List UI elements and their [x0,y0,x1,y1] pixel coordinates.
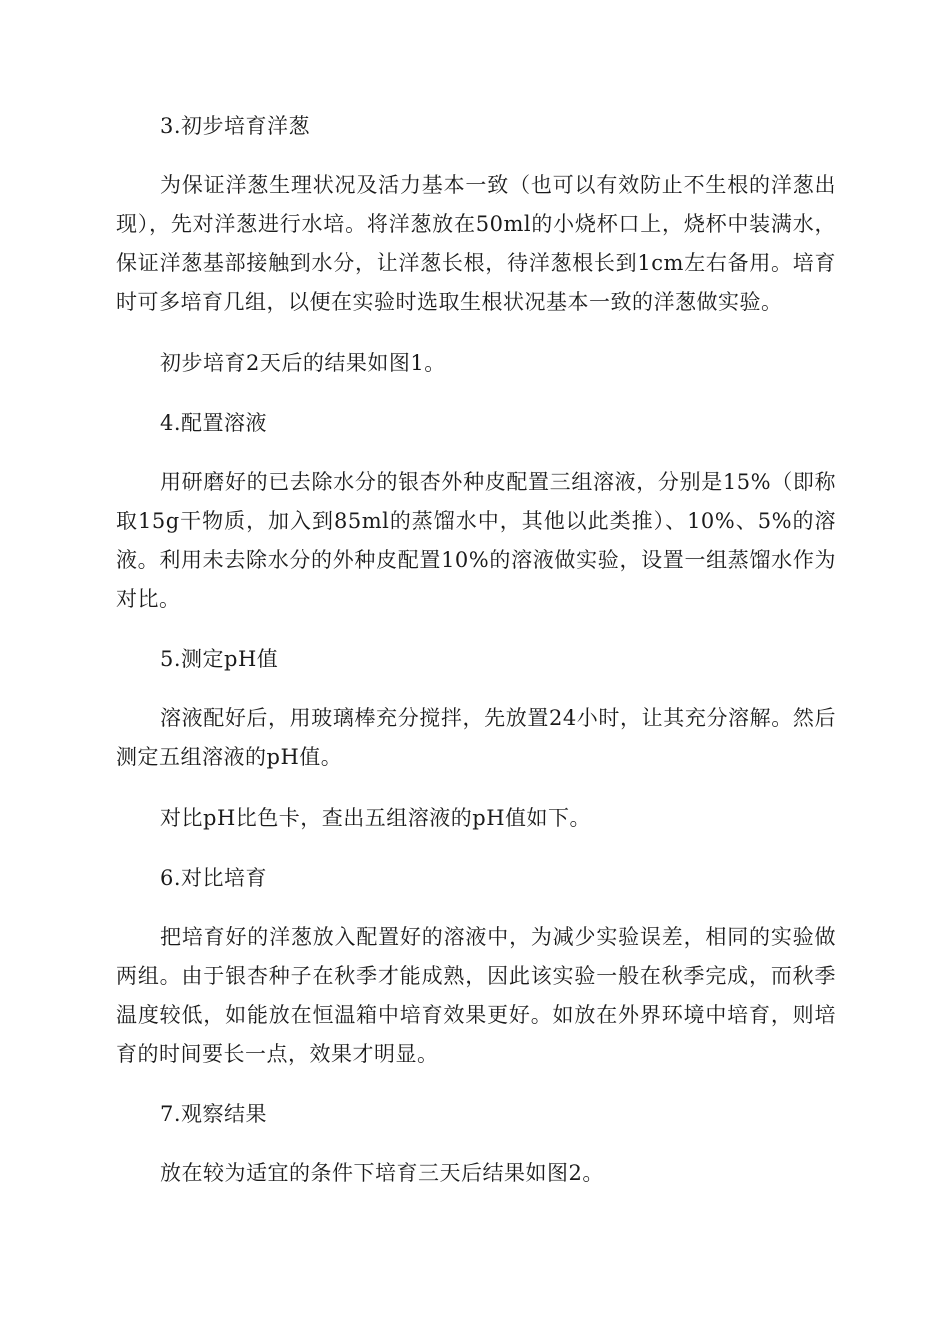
section-4-paragraph-1: 用研磨好的已去除水分的银杏外种皮配置三组溶液，分别是15%（即称取15g干物质，加入到85ml的蒸馏水中，其他以此类推）、10%、5%的溶液。利用未去除水分的外种皮配置10%的溶液做实验，设置一组蒸馏水作为对比。 [116,470,836,611]
section-heading-5: 5.测定pH值 [160,647,279,671]
section-6-paragraph-1: 把培育好的洋葱放入配置好的溶液中，为减少实验误差，相同的实验做两组。由于银杏种子在秋季才能成熟，因此该实验一般在秋季完成，而秋季温度较低，如能放在恒温箱中培育效果更好。如放在外界环境中培育，则培育的时间要长一点，效果才明显。 [116,925,836,1066]
section-5-paragraph-1: 溶液配好后，用玻璃棒充分搅拌，先放置24小时，让其充分溶解。然后测定五组溶液的pH值。 [116,706,836,769]
section-3-paragraph-2: 初步培育2天后的结果如图1。 [160,351,446,375]
section-5-paragraph-2: 对比pH比色卡，查出五组溶液的pH值如下。 [160,806,592,830]
document-page [116,108,836,1215]
section-heading-3: 3.初步培育洋葱 [160,114,311,138]
section-3-paragraph-1: 为保证洋葱生理状况及活力基本一致（也可以有效防止不生根的洋葱出现），先对洋葱进行水培。将洋葱放在50ml的小烧杯口上，烧杯中装满水，保证洋葱基部接触到水分，让洋葱长根，待洋葱根长到1cm左右备用。培育时可多培育几组，以便在实验时选取生根状况基本一致的洋葱做实验。 [116,173,836,314]
section-heading-7: 7.观察结果 [160,1102,268,1126]
section-heading-6: 6.对比培育 [160,866,268,890]
section-7-paragraph-1: 放在较为适宜的条件下培育三天后结果如图2。 [160,1161,604,1185]
section-heading-4: 4.配置溶液 [160,411,268,435]
